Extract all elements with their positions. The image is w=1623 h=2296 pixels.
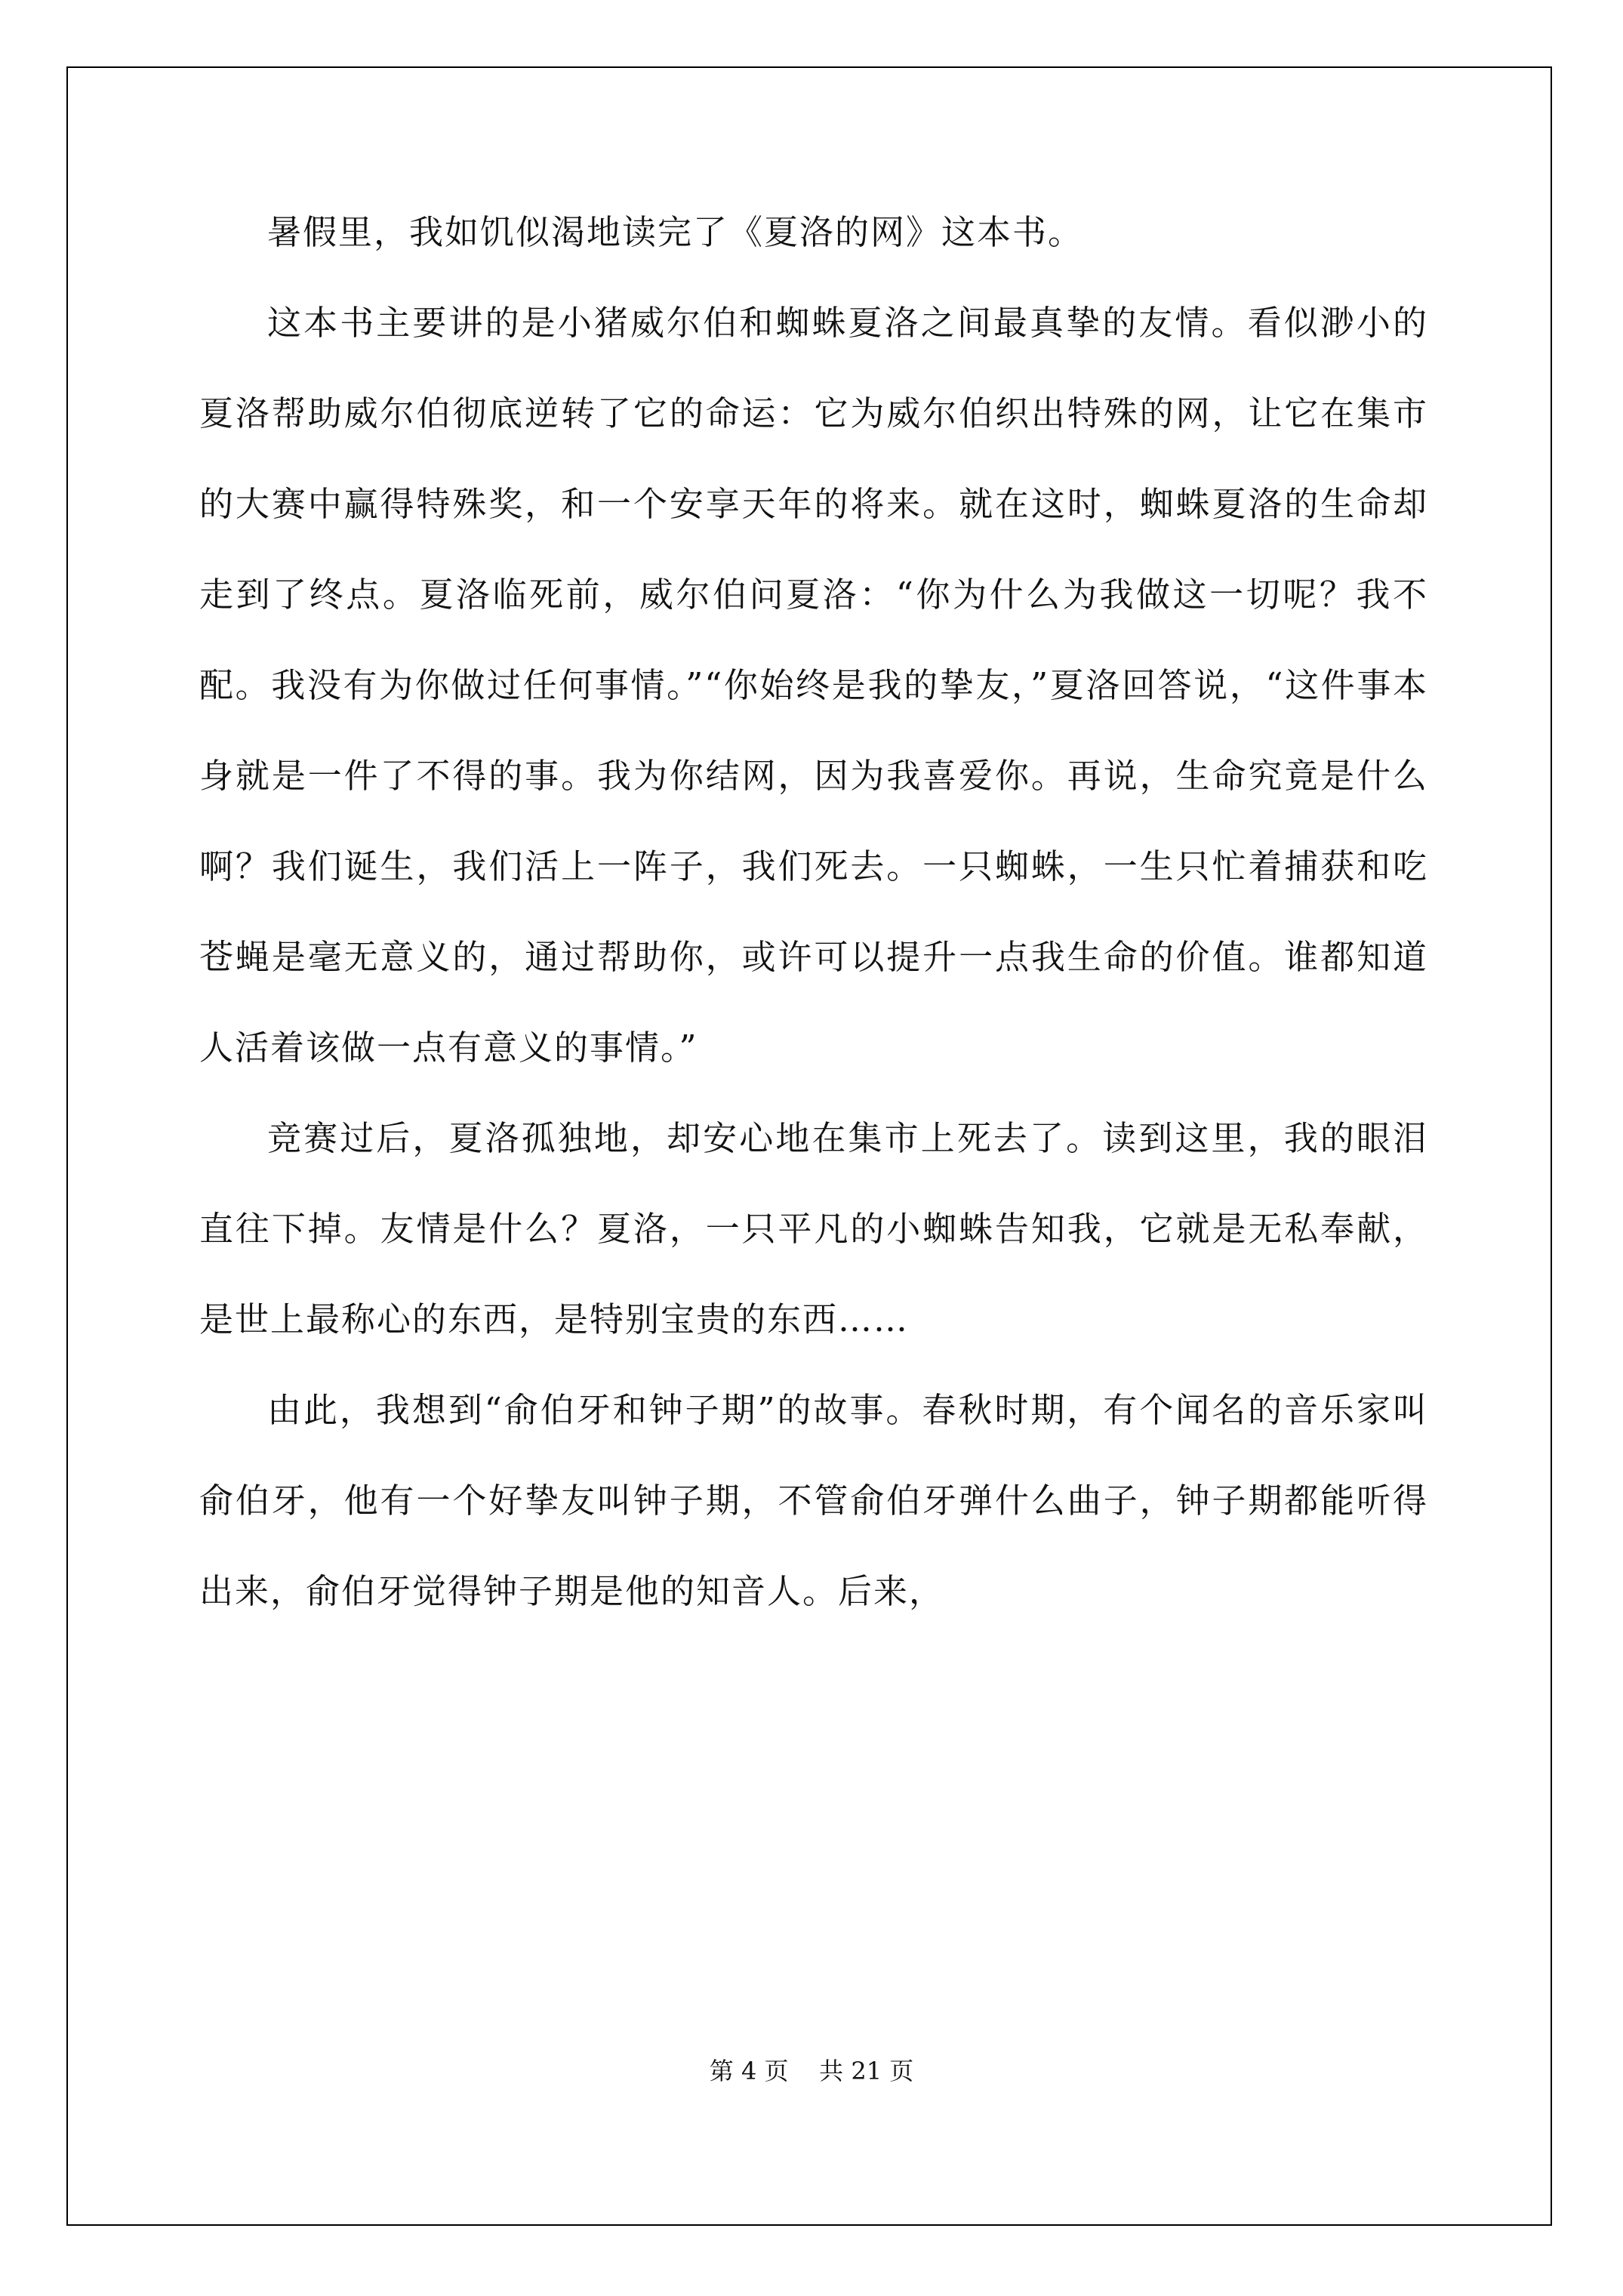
page-number-footer: 第 4 页 共 21 页 xyxy=(709,2057,914,2085)
paragraph-4: 由此，我想到“俞伯牙和钟子期”的故事。春秋时期，有个闻名的音乐家叫俞伯牙，他有一个好挚友叫钟子期，不管俞伯牙弹什么曲子，钟子期都能听得出来，俞伯牙觉得钟子期是他的知音人。后来， xyxy=(199,1390,1428,1611)
paragraph-2: 这本书主要讲的是小猪威尔伯和蜘蛛夏洛之间最真挚的友情。看似渺小的夏洛帮助威尔伯彻底逆转了它的命运：它为威尔伯织出特殊的网，让它在集市的大赛中赢得特殊奖，和一个安享天年的将来。就在这时，蜘蛛夏洛的生命却走到了终点。夏洛临死前，威尔伯问夏洛：“你为什么为我做这一切呢？我不配。我没有为你做过任何事情。”“你始终是我的挚友，”夏洛回答说，“这件事本身就是一件了不得的事。我为你结网，因为我喜爱你。再说，生命究竟是什么啊？我们诞生，我们活上一阵子，我们死去。一只蜘蛛，一生只忙着捕获和吃苍蝇是毫无意义的，通过帮助你，或许可以提升一点我生命的价值。谁都知道人活着该做一点有意义的事情。” xyxy=(199,303,1428,1068)
paragraph-1: 暑假里，我如饥似渴地读完了《夏洛的网》这本书。 xyxy=(267,212,1084,252)
document-body xyxy=(199,187,1428,1637)
paragraph-3: 竞赛过后，夏洛孤独地，却安心地在集市上死去了。读到这里，我的眼泪直往下掉。友情是什么？夏洛，一只平凡的小蜘蛛告知我，它就是无私奉献，是世上最称心的东西，是特别宝贵的东西…… xyxy=(199,1118,1428,1339)
